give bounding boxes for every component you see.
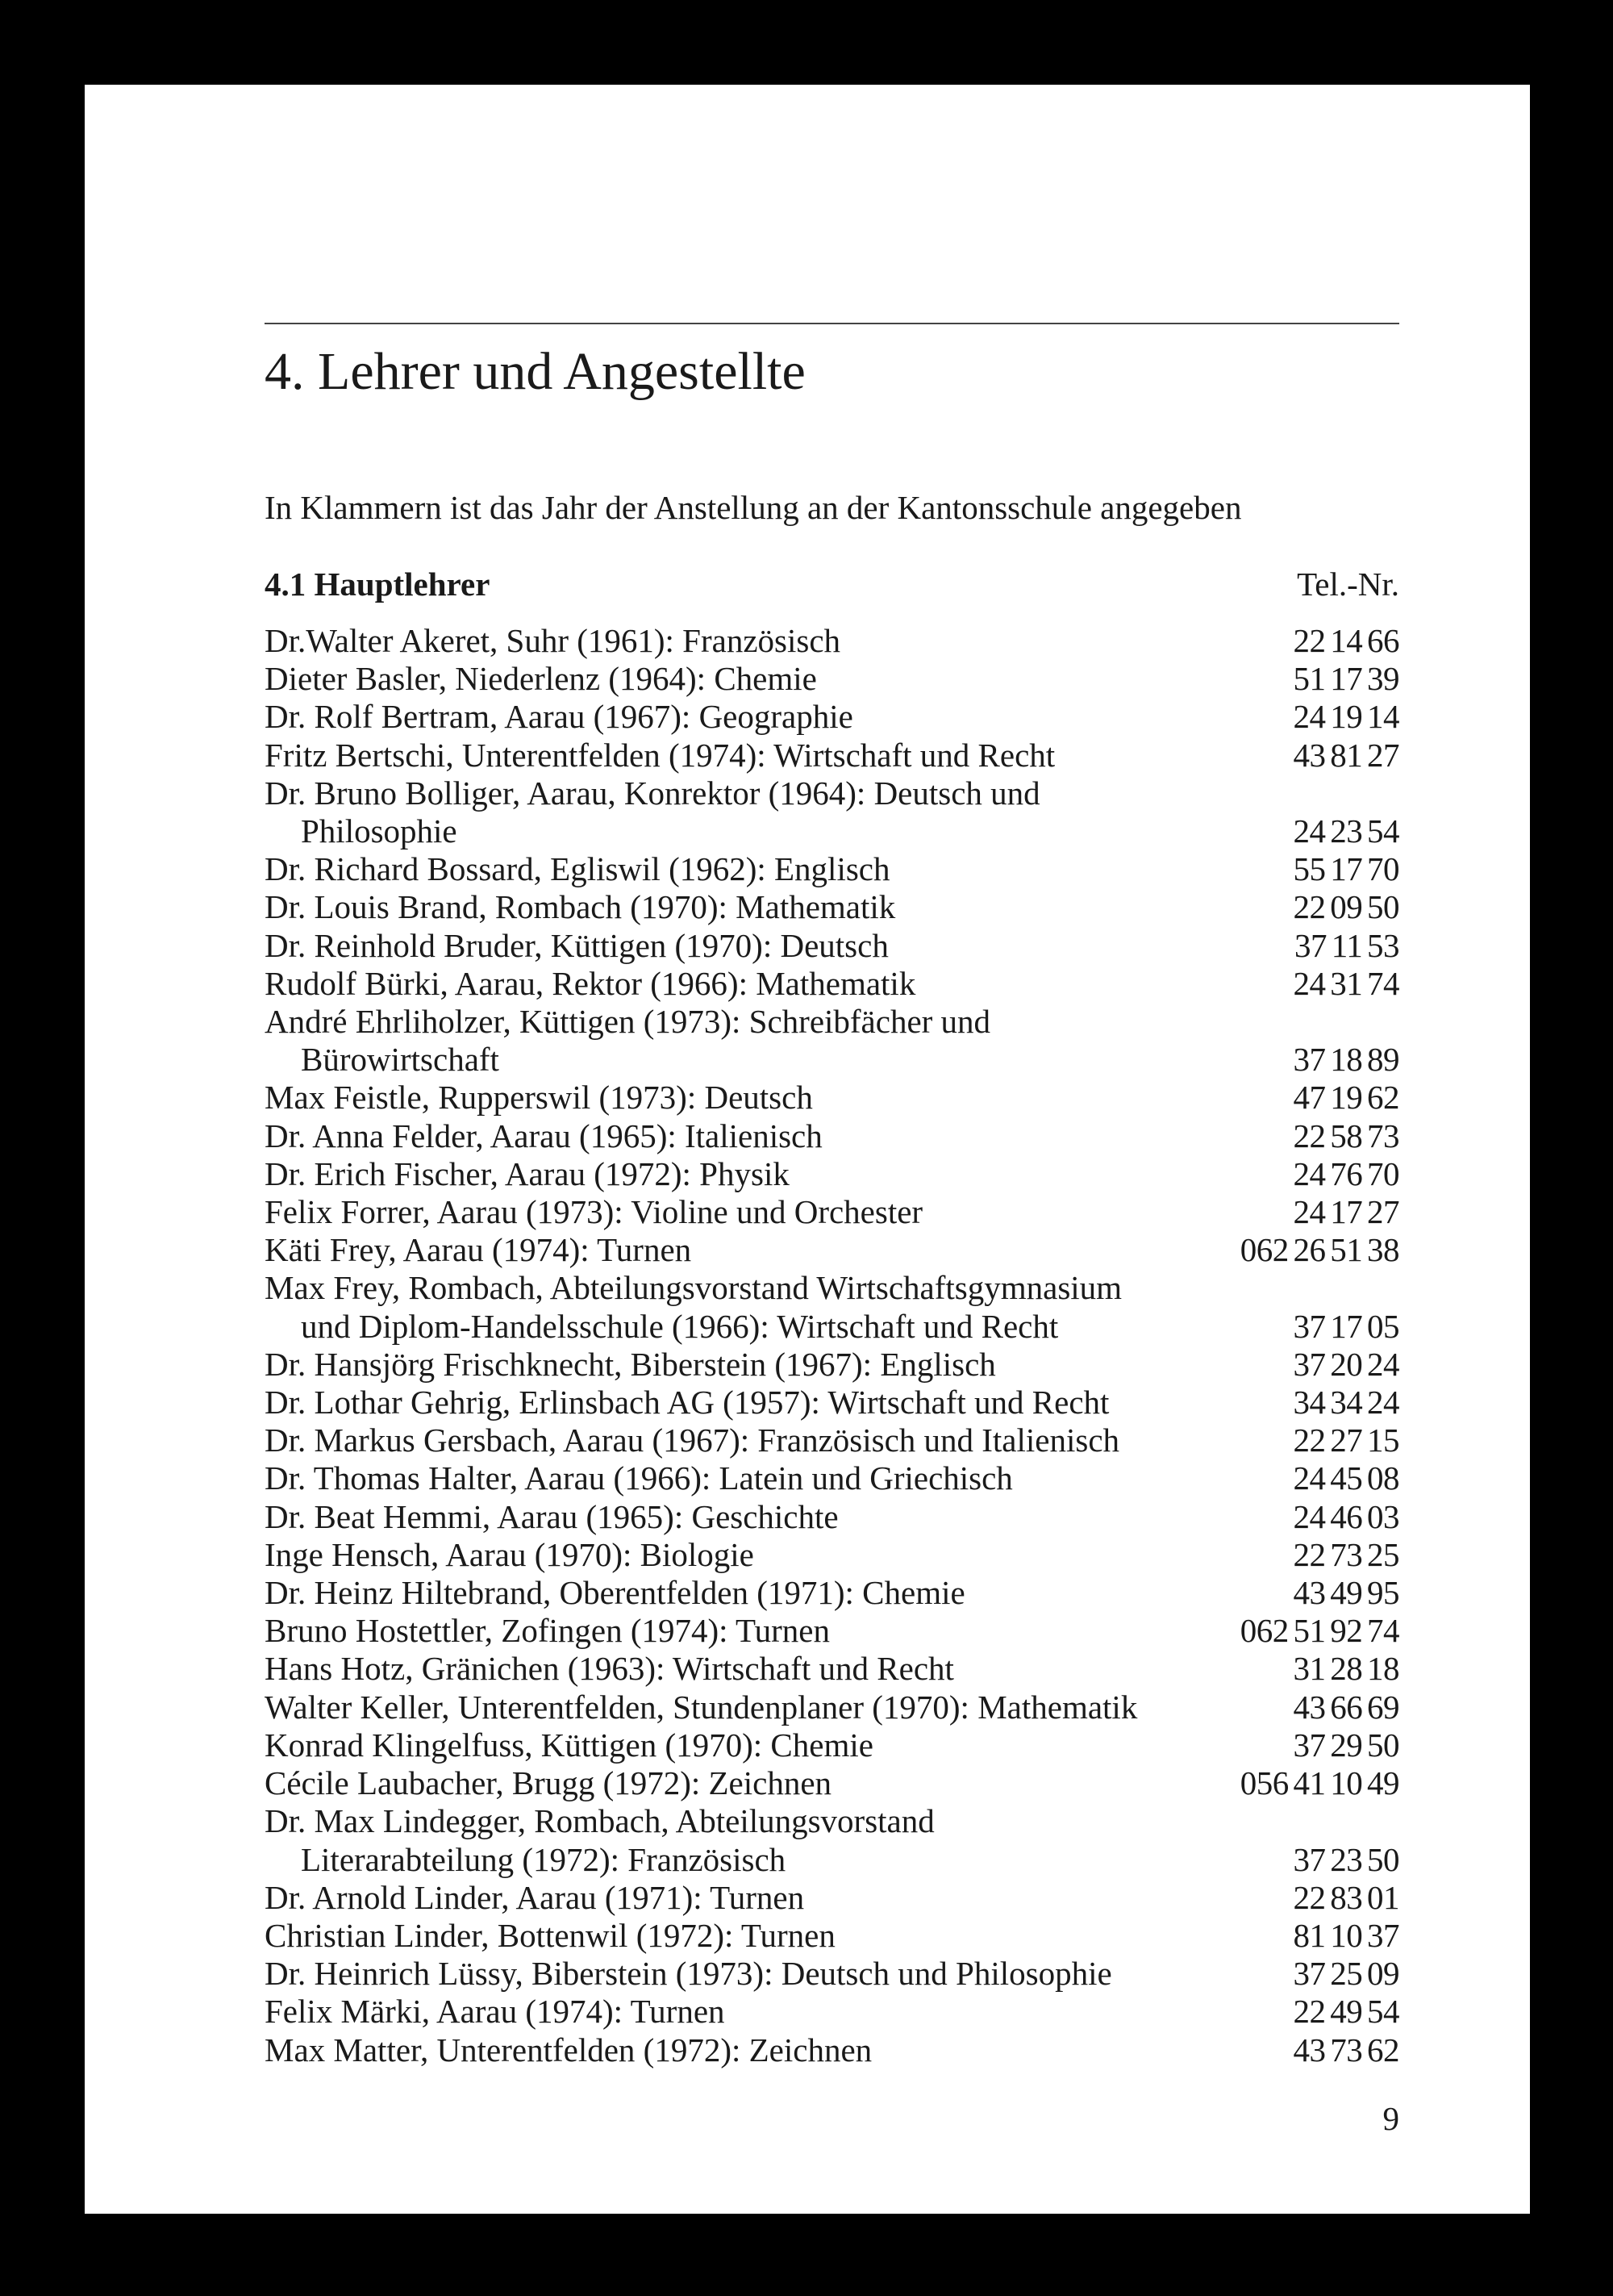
entry-text: Max Matter, Unterentfelden (1972): Zeichnen	[265, 2031, 873, 2068]
list-item	[265, 888, 1399, 926]
teacher-entry	[265, 1384, 1109, 1421]
teacher-entry	[265, 1193, 923, 1231]
list-item	[265, 1269, 1399, 1345]
entry-continuation: und Diplom-Handelsschule (1966): Wirtschaft und Recht	[301, 1307, 1059, 1345]
list-item	[265, 1498, 1399, 1536]
teacher-entry	[265, 622, 840, 660]
list-item	[265, 1650, 1399, 1688]
teacher-entry	[265, 1689, 1137, 1726]
list-item	[265, 1155, 1399, 1193]
phone-number: 22 14 66	[1293, 622, 1399, 659]
phone-number: 24 46 03	[1293, 1497, 1399, 1535]
list-item	[265, 1231, 1399, 1269]
entry-continuation: Philosophie	[301, 812, 457, 850]
entry-text: Dr. Heinrich Lüssy, Biberstein (1973): Deutsch und Philosophie	[265, 1955, 1112, 1993]
teacher-entry	[265, 737, 1055, 774]
phone-number: 43 81 27	[1293, 736, 1399, 774]
section-heading: 4.1 Hauptlehrer	[265, 566, 490, 603]
phone-number: 24 23 54	[1293, 812, 1399, 850]
teacher-entry	[265, 1346, 996, 1384]
entry-continuation: Literarabteilung (1972): Französisch	[301, 1840, 786, 1878]
teacher-entry	[265, 1802, 935, 1878]
list-item	[265, 1421, 1399, 1459]
phone-number: 37 23 50	[1293, 1840, 1399, 1878]
entry-text: Dr. Louis Brand, Rombach (1970): Mathematik	[265, 888, 896, 926]
list-item	[265, 1346, 1399, 1384]
phone-number: 056 41 10 49	[1240, 1764, 1399, 1802]
tel-column-header: Tel.-Nr.	[1297, 566, 1399, 603]
phone-number: 43 66 69	[1293, 1688, 1399, 1726]
teacher-entry	[265, 774, 1040, 850]
entry-text: Dr. Erich Fischer, Aarau (1972): Physik	[265, 1154, 790, 1192]
entry-text: Max Frey, Rombach, Abteilungsvorstand Wirtschaftsgymnasium	[265, 1269, 1123, 1307]
teacher-entry	[265, 1117, 823, 1155]
teacher-entry	[265, 1726, 873, 1764]
phone-number: 24 19 14	[1293, 698, 1399, 736]
list-item	[265, 1079, 1399, 1117]
list-item	[265, 622, 1399, 660]
teacher-entry	[265, 1459, 1013, 1497]
list-item	[265, 698, 1399, 736]
teacher-entry	[265, 1650, 954, 1688]
phone-number: 37 29 50	[1293, 1726, 1399, 1764]
phone-number: 51 17 39	[1293, 660, 1399, 698]
list-item	[265, 1879, 1399, 1917]
phone-number: 22 58 73	[1293, 1117, 1399, 1154]
entry-text: Max Feistle, Rupperswil (1973): Deutsch	[265, 1079, 813, 1117]
teacher-entry	[265, 1155, 790, 1193]
phone-number: 062 26 51 38	[1240, 1231, 1399, 1269]
teacher-entry	[265, 1421, 1119, 1459]
entry-text: Dr. Arnold Linder, Aarau (1971): Turnen	[265, 1878, 805, 1916]
phone-number: 47 19 62	[1293, 1079, 1399, 1117]
list-item	[265, 850, 1399, 888]
entry-text: Käti Frey, Aarau (1974): Turnen	[265, 1231, 692, 1269]
phone-number: 24 31 74	[1293, 964, 1399, 1002]
list-item	[265, 774, 1399, 850]
entry-text: Walter Keller, Unterentfelden, Stundenplaner (1970): Mathematik	[265, 1688, 1138, 1726]
teacher-entry	[265, 1993, 725, 2031]
entry-text: Dr. Anna Felder, Aarau (1965): Italienisch	[265, 1117, 823, 1154]
entry-text: Dr. Markus Gersbach, Aarau (1967): Französisch und Italienisch	[265, 1421, 1120, 1459]
entry-text: Felix Märki, Aarau (1974): Turnen	[265, 1993, 725, 2031]
entry-text: Cécile Laubacher, Brugg (1972): Zeichnen	[265, 1764, 832, 1802]
entry-text: Dr. Thomas Halter, Aarau (1966): Latein und Griechisch	[265, 1459, 1013, 1497]
entry-text: Inge Hensch, Aarau (1970): Biologie	[265, 1535, 754, 1573]
list-item	[265, 1536, 1399, 1574]
teacher-entry	[265, 850, 890, 888]
entry-text: Felix Forrer, Aarau (1973): Violine und Orchester	[265, 1193, 923, 1231]
section-header	[265, 565, 1399, 603]
phone-number: 24 45 08	[1293, 1459, 1399, 1497]
teacher-list	[265, 622, 1399, 2069]
list-item	[265, 1003, 1399, 1079]
phone-number: 24 17 27	[1293, 1193, 1399, 1231]
teacher-entry	[265, 1879, 804, 1917]
list-item	[265, 965, 1399, 1003]
phone-number: 81 10 37	[1293, 1916, 1399, 1954]
teacher-entry	[265, 1955, 1112, 1993]
list-item	[265, 737, 1399, 774]
phone-number: 22 27 15	[1293, 1421, 1399, 1459]
entry-text: Dr.Walter Akeret, Suhr (1961): Französisch	[265, 622, 841, 659]
teacher-entry	[265, 965, 915, 1003]
intro-text: In Klammern ist das Jahr der Anstellung an der Kantonsschule angegeben	[265, 489, 1242, 526]
entry-text: Dr. Heinz Hiltebrand, Oberentfelden (1971): Chemie	[265, 1574, 965, 1612]
teacher-entry	[265, 2031, 872, 2069]
teacher-entry	[265, 1536, 754, 1574]
phone-number: 37 25 09	[1293, 1955, 1399, 1993]
list-item	[265, 1384, 1399, 1421]
teacher-entry	[265, 1079, 813, 1117]
phone-number: 22 83 01	[1293, 1878, 1399, 1916]
entry-text: Dr. Max Lindegger, Rombach, Abteilungsvorstand	[265, 1802, 935, 1840]
phone-number: 55 17 70	[1293, 850, 1399, 888]
phone-number: 24 76 70	[1293, 1154, 1399, 1192]
entry-text: Fritz Bertschi, Unterentfelden (1974): Wirtschaft und Recht	[265, 736, 1056, 774]
document-page	[85, 85, 1530, 2214]
entry-text: Bruno Hostettler, Zofingen (1974): Turnen	[265, 1612, 830, 1650]
phone-number: 37 18 89	[1293, 1041, 1399, 1079]
teacher-entry	[265, 1231, 691, 1269]
header-rule	[265, 323, 1399, 324]
entry-text: Christian Linder, Bottenwil (1972): Turnen	[265, 1916, 836, 1954]
entry-text: Dr. Rolf Bertram, Aarau (1967): Geographie	[265, 698, 853, 736]
phone-number: 43 49 95	[1293, 1574, 1399, 1612]
list-item	[265, 1802, 1399, 1878]
entry-text: Dr. Lothar Gehrig, Erlinsbach AG (1957): Wirtschaft und Recht	[265, 1384, 1110, 1421]
entry-text: Dr. Hansjörg Frischknecht, Biberstein (1967): Englisch	[265, 1345, 996, 1383]
teacher-entry	[265, 1269, 1122, 1345]
list-item	[265, 1117, 1399, 1155]
entry-text: Rudolf Bürki, Aarau, Rektor (1966): Mathematik	[265, 964, 916, 1002]
list-item	[265, 1764, 1399, 1802]
entry-text: Dr. Beat Hemmi, Aarau (1965): Geschichte	[265, 1497, 839, 1535]
entry-text: Dr. Richard Bossard, Egliswil (1962): Englisch	[265, 850, 890, 888]
teacher-entry	[265, 927, 889, 965]
entry-text: Konrad Klingelfuss, Küttigen (1970): Chemie	[265, 1726, 873, 1764]
entry-text: Dr. Reinhold Bruder, Küttigen (1970): Deutsch	[265, 926, 889, 964]
list-item	[265, 2031, 1399, 2069]
entry-text: Dieter Basler, Niederlenz (1964): Chemie	[265, 660, 817, 698]
teacher-entry	[265, 698, 853, 736]
list-item	[265, 1574, 1399, 1612]
teacher-entry	[265, 888, 895, 926]
entry-text: André Ehrliholzer, Küttigen (1973): Schreibfächer und	[265, 1003, 991, 1041]
phone-number: 43 73 62	[1293, 2031, 1399, 2068]
phone-number: 37 11 53	[1294, 926, 1399, 964]
teacher-entry	[265, 1917, 836, 1955]
page-number: 9	[1382, 2100, 1399, 2137]
list-item	[265, 1955, 1399, 1993]
phone-number: 062 51 92 74	[1240, 1612, 1399, 1650]
teacher-entry	[265, 1574, 965, 1612]
teacher-entry	[265, 1764, 832, 1802]
phone-number: 22 73 25	[1293, 1535, 1399, 1573]
page-title: 4. Lehrer und Angestellte	[265, 342, 806, 401]
phone-number: 31 28 18	[1293, 1650, 1399, 1688]
list-item	[265, 1726, 1399, 1764]
list-item	[265, 1917, 1399, 1955]
phone-number: 22 09 50	[1293, 888, 1399, 926]
list-item	[265, 1993, 1399, 2031]
list-item	[265, 1612, 1399, 1650]
teacher-entry	[265, 1498, 839, 1536]
list-item	[265, 1689, 1399, 1726]
phone-number: 37 17 05	[1293, 1307, 1399, 1345]
entry-continuation: Bürowirtschaft	[301, 1041, 499, 1079]
phone-number: 22 49 54	[1293, 1993, 1399, 2031]
list-item	[265, 1459, 1399, 1497]
teacher-entry	[265, 660, 817, 698]
phone-number: 34 34 24	[1293, 1384, 1399, 1421]
teacher-entry	[265, 1612, 830, 1650]
phone-number: 37 20 24	[1293, 1345, 1399, 1383]
entry-text: Hans Hotz, Gränichen (1963): Wirtschaft und Recht	[265, 1650, 954, 1688]
teacher-entry	[265, 1003, 990, 1079]
list-item	[265, 927, 1399, 965]
entry-text: Dr. Bruno Bolliger, Aarau, Konrektor (1964): Deutsch und	[265, 774, 1040, 812]
list-item	[265, 1193, 1399, 1231]
list-item	[265, 660, 1399, 698]
